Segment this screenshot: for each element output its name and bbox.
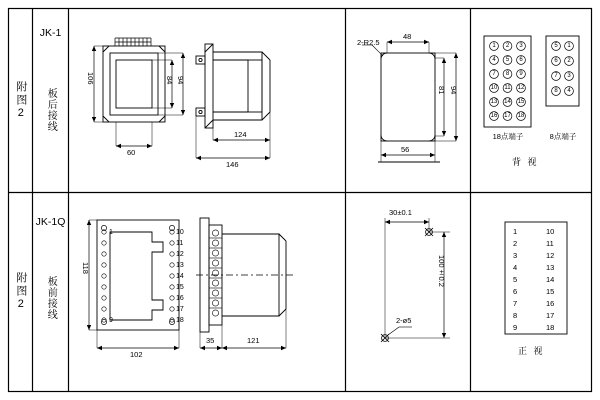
svg-text:6: 6: [519, 57, 523, 63]
row1-caption-18pt: 18点端子: [492, 132, 524, 141]
row1-dim-r25: 2-R2.5: [357, 38, 380, 47]
svg-text:18: 18: [176, 317, 184, 324]
row2-model-text: JK-1Q: [35, 215, 66, 228]
svg-text:13: 13: [490, 99, 498, 105]
row1-caption-rear-view: 背 视: [512, 157, 539, 167]
svg-text:1: 1: [513, 227, 518, 236]
svg-text:10: 10: [546, 227, 555, 236]
svg-text:3: 3: [519, 43, 523, 49]
row1-dim-48: 48: [403, 32, 412, 41]
svg-text:12: 12: [517, 85, 525, 91]
svg-text:4: 4: [513, 263, 518, 272]
svg-text:9: 9: [109, 317, 113, 324]
svg-text:10: 10: [490, 85, 498, 91]
svg-text:17: 17: [546, 311, 555, 320]
svg-text:9: 9: [519, 71, 523, 77]
svg-text:13: 13: [546, 263, 555, 272]
svg-text:7: 7: [513, 299, 518, 308]
svg-text:8: 8: [505, 71, 510, 77]
svg-text:7: 7: [492, 71, 496, 77]
svg-text:11: 11: [546, 239, 554, 248]
svg-text:2: 2: [513, 239, 518, 248]
svg-text:1: 1: [109, 229, 113, 236]
row1-dim-56: 56: [401, 145, 410, 154]
svg-text:12: 12: [176, 251, 184, 258]
svg-text:14: 14: [504, 99, 511, 105]
row2-dim-d5: 2-ø5: [396, 316, 412, 325]
row2-dim-102: 102: [130, 350, 143, 359]
row2-caption-front-view: 正 视: [518, 346, 545, 356]
row1-dim-81: 81: [437, 86, 446, 95]
svg-text:3: 3: [567, 73, 571, 79]
svg-text:6: 6: [513, 287, 518, 296]
row2-dim-35: 35: [206, 336, 215, 345]
row1-dim-94: 94: [176, 76, 185, 85]
svg-text:9: 9: [513, 323, 518, 332]
row2-dim-121: 121: [247, 336, 260, 345]
svg-text:16: 16: [546, 299, 555, 308]
row1-dim-106: 106: [86, 72, 95, 85]
svg-text:12: 12: [546, 251, 555, 260]
svg-text:16: 16: [490, 113, 498, 119]
svg-text:4: 4: [492, 57, 496, 63]
svg-text:15: 15: [176, 284, 184, 291]
svg-text:18: 18: [546, 323, 555, 332]
svg-text:4: 4: [567, 88, 571, 94]
row1-dim-146: 146: [226, 160, 239, 169]
row1-model-text: JK-1: [39, 26, 62, 39]
svg-text:2: 2: [505, 43, 510, 49]
svg-text:16: 16: [176, 295, 184, 302]
row1-dim-124: 124: [234, 130, 247, 139]
row2-side-label-text: 附图2: [14, 272, 27, 312]
svg-text:11: 11: [504, 85, 511, 91]
row2-dim-30: 30±0.1: [389, 208, 412, 217]
row2-wiring-text: 板前接线: [45, 276, 57, 320]
svg-text:17: 17: [176, 306, 184, 313]
row2-dim-100: 100±0.2: [437, 255, 446, 287]
svg-text:13: 13: [176, 262, 184, 269]
svg-text:11: 11: [176, 240, 184, 247]
row1-dim-84: 84: [165, 76, 174, 85]
svg-text:7: 7: [554, 73, 558, 79]
row1-dim-60: 60: [127, 148, 136, 157]
svg-text:15: 15: [546, 287, 555, 296]
svg-text:14: 14: [546, 275, 555, 284]
svg-text:17: 17: [504, 113, 511, 119]
svg-text:10: 10: [176, 229, 184, 236]
svg-text:5: 5: [505, 57, 510, 63]
svg-text:14: 14: [176, 273, 184, 280]
svg-text:8: 8: [554, 88, 558, 94]
row1-caption-8pt: 8点端子: [549, 132, 577, 141]
svg-text:5: 5: [554, 43, 558, 49]
svg-text:18: 18: [517, 113, 525, 119]
row1-dim-94: 94: [449, 86, 458, 95]
svg-text:1: 1: [567, 43, 571, 49]
svg-text:8: 8: [513, 311, 518, 320]
svg-text:3: 3: [513, 251, 518, 260]
svg-text:6: 6: [554, 58, 558, 64]
svg-text:15: 15: [517, 99, 525, 105]
row1-side-label-text: 附图2: [14, 80, 27, 121]
svg-text:5: 5: [513, 275, 518, 284]
row1-wiring-text: 板后接线: [45, 88, 57, 132]
svg-text:2: 2: [567, 58, 571, 64]
svg-text:1: 1: [492, 43, 496, 49]
row2-dim-118: 118: [81, 262, 90, 274]
